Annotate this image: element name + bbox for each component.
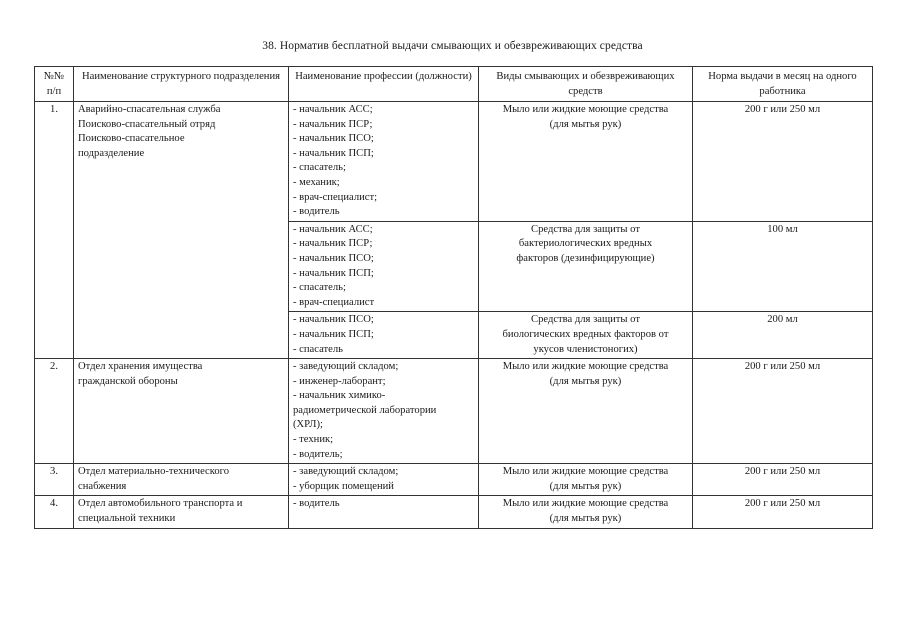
profession-line: - заведующий складом; xyxy=(293,466,399,478)
header-norm: Норма выдачи в месяц на одного работника xyxy=(693,67,873,102)
division-line: Отдел автомобильного транспорта и xyxy=(78,498,243,510)
agent-cell xyxy=(479,312,693,359)
agent-line: Мыло или жидкие моющие средства xyxy=(502,104,669,115)
profession-cell xyxy=(289,464,479,496)
division-cell xyxy=(74,464,289,496)
profession-line: - начальник ПСО; xyxy=(293,252,374,264)
agent-line: факторов (дезинфицирующие) xyxy=(516,252,655,264)
profession-line: - начальник ПСО; xyxy=(293,314,374,326)
header-division: Наименование структурного подразделения xyxy=(74,67,289,102)
division-line: Отдел материально-технического xyxy=(78,466,230,478)
agent-cell xyxy=(479,102,693,222)
agent-line: укусов членистоногих) xyxy=(533,343,638,355)
agent-line: (для мытья рук) xyxy=(549,480,622,492)
division-line: Отдел хранения имущества xyxy=(78,361,203,373)
profession-line: - начальник ПСП; xyxy=(293,147,374,159)
division-cell xyxy=(74,102,289,359)
profession-line: - врач-специалист xyxy=(293,296,375,308)
table-row xyxy=(35,359,873,464)
division-line: снабжения xyxy=(78,480,127,492)
agent-line: Мыло или жидкие моющие средства xyxy=(502,361,669,373)
header-num: №№ п/п xyxy=(35,67,74,102)
row-number: 1. xyxy=(35,102,74,359)
division-line: Поисково-спасательный отряд xyxy=(78,118,216,130)
division-cell xyxy=(74,359,289,464)
profession-line: - механик; xyxy=(293,176,340,188)
agent-line: (для мытья рук) xyxy=(549,118,622,130)
profession-line: - водитель xyxy=(293,498,340,510)
profession-line: - инженер-лаборант; xyxy=(293,375,386,387)
norm-cell: 200 г или 250 мл xyxy=(693,359,873,464)
profession-cell xyxy=(289,221,479,312)
norm-cell: 200 г или 250 мл xyxy=(693,496,873,528)
division-cell xyxy=(74,496,289,528)
profession-cell xyxy=(289,102,479,222)
table-row xyxy=(35,496,873,528)
profession-line: радиометрической лаборатории xyxy=(293,404,437,416)
profession-line: (ХРЛ); xyxy=(293,419,323,431)
profession-line: - спасатель; xyxy=(293,162,346,174)
profession-line: - заведующий складом; xyxy=(293,361,399,373)
table-row xyxy=(35,102,873,222)
row-number: 2. xyxy=(35,359,74,464)
agent-line: бактериологических вредных xyxy=(518,238,653,250)
profession-line: - уборщик помещений xyxy=(293,480,394,492)
agent-line: (для мытья рук) xyxy=(549,375,622,387)
agent-line: биологических вредных факторов от xyxy=(502,328,669,340)
norm-cell: 200 г или 250 мл xyxy=(693,102,873,222)
division-line: Поисково-спасательное xyxy=(78,133,185,145)
agent-cell xyxy=(479,496,693,528)
row-number: 4. xyxy=(35,496,74,528)
agent-cell xyxy=(479,359,693,464)
agent-cell xyxy=(479,221,693,312)
agent-cell xyxy=(479,464,693,496)
profession-line: - врач-специалист; xyxy=(293,191,378,203)
norm-cell: 200 г или 250 мл xyxy=(693,464,873,496)
profession-cell xyxy=(289,496,479,528)
profession-line: - спасатель; xyxy=(293,282,346,294)
agent-line: Мыло или жидкие моющие средства xyxy=(502,466,669,478)
profession-line: - начальник ПСП; xyxy=(293,328,374,340)
profession-line: - водитель xyxy=(293,206,340,218)
table-header-row xyxy=(35,67,873,102)
profession-line: - начальник ПСП; xyxy=(293,267,374,279)
norm-cell: 100 мл xyxy=(693,221,873,312)
profession-cell xyxy=(289,359,479,464)
division-line: специальной техники xyxy=(78,513,176,525)
profession-line: - техник; xyxy=(293,434,334,446)
division-line: гражданской обороны xyxy=(78,375,178,387)
profession-line: - начальник АСС; xyxy=(293,223,373,235)
norm-cell: 200 мл xyxy=(693,312,873,359)
agent-line: Средства для защиты от xyxy=(531,314,640,326)
profession-line: - начальник химико- xyxy=(293,390,386,402)
division-line: Аварийно-спасательная служба xyxy=(78,104,221,115)
page-title: 38. Норматив бесплатной выдачи смывающих и обезвреживающих средства xyxy=(262,40,643,52)
agent-line: Средства для защиты от xyxy=(531,223,640,235)
profession-line: - начальник АСС; xyxy=(293,104,373,115)
agent-line: (для мытья рук) xyxy=(549,513,622,525)
profession-line: - спасатель xyxy=(293,343,343,355)
agent-line: Мыло или жидкие моющие средства xyxy=(502,498,669,510)
norms-table xyxy=(34,66,873,529)
profession-line: - начальник ПСО; xyxy=(293,133,374,145)
profession-cell xyxy=(289,312,479,359)
profession-line: - начальник ПСР; xyxy=(293,118,373,130)
table-row xyxy=(35,464,873,496)
profession-line: - водитель; xyxy=(293,448,343,460)
header-agents: Виды смывающих и обезвреживающих средств xyxy=(479,67,693,102)
header-profession: Наименование профессии (должности) xyxy=(289,67,479,102)
row-number: 3. xyxy=(35,464,74,496)
profession-line: - начальник ПСР; xyxy=(293,238,373,250)
division-line: подразделение xyxy=(78,147,145,159)
